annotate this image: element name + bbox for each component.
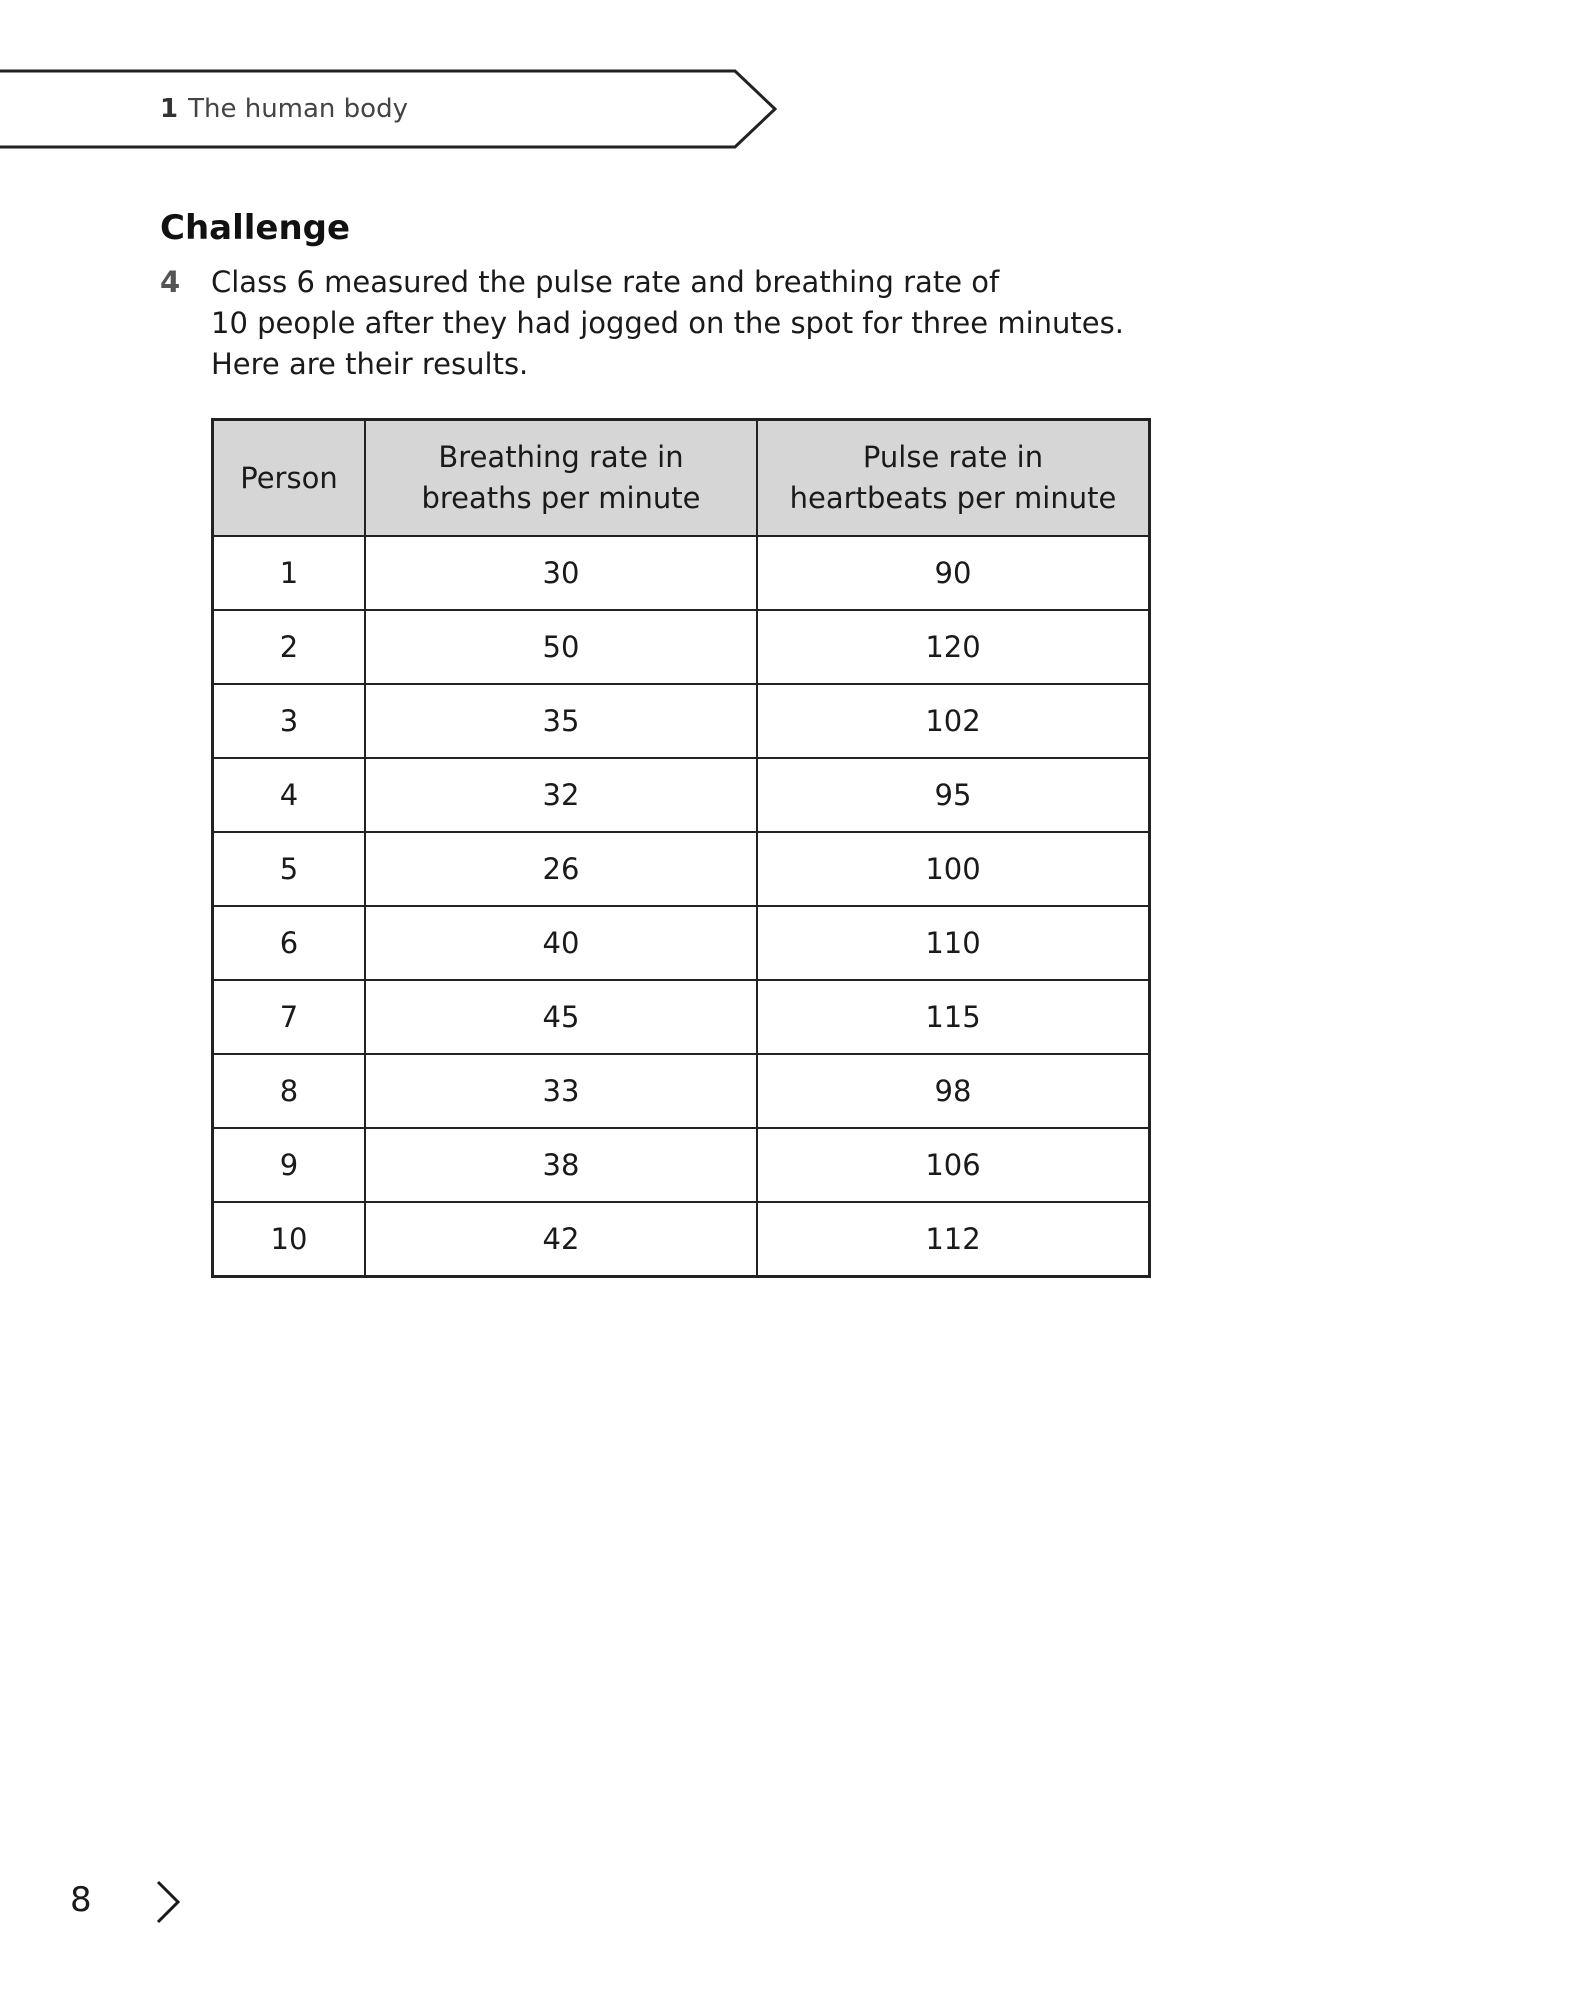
table-row — [213, 536, 1150, 610]
cell-breathing-rate: 50 — [365, 610, 757, 684]
cell-breathing-rate: 32 — [365, 758, 757, 832]
cell-person: 1 — [213, 536, 366, 610]
cell-breathing-rate: 42 — [365, 1202, 757, 1277]
question-line: 10 people after they had jogged on the spot for three minutes. — [211, 306, 1124, 340]
header-pulse-line2: heartbeats per minute — [789, 481, 1117, 515]
cell-breathing-rate: 30 — [365, 536, 757, 610]
cell-pulse-rate: 100 — [757, 832, 1150, 906]
table-row — [213, 906, 1150, 980]
header-pulse-line1: Pulse rate in — [862, 440, 1044, 474]
table-row — [213, 980, 1150, 1054]
section-title: Challenge — [160, 208, 351, 248]
table-row — [213, 832, 1150, 906]
table-row — [213, 1202, 1150, 1277]
cell-person: 7 — [213, 980, 366, 1054]
chevron-right-icon[interactable] — [154, 1878, 184, 1930]
header-breathing-line1: Breathing rate in — [438, 440, 684, 474]
cell-person: 2 — [213, 610, 366, 684]
cell-breathing-rate: 35 — [365, 684, 757, 758]
cell-pulse-rate: 120 — [757, 610, 1150, 684]
cell-person: 8 — [213, 1054, 366, 1128]
header-pulse-rate — [757, 420, 1150, 537]
cell-breathing-rate: 26 — [365, 832, 757, 906]
cell-pulse-rate: 98 — [757, 1054, 1150, 1128]
cell-pulse-rate: 102 — [757, 684, 1150, 758]
question-line: Here are their results. — [211, 347, 529, 381]
table-row — [213, 758, 1150, 832]
cell-pulse-rate: 110 — [757, 906, 1150, 980]
question-text — [211, 262, 1161, 385]
table-header-row — [213, 420, 1150, 537]
chapter-number: 1 — [160, 94, 179, 124]
header-person-label: Person — [240, 460, 338, 495]
cell-person: 3 — [213, 684, 366, 758]
cell-pulse-rate: 95 — [757, 758, 1150, 832]
header-breathing-line2: breaths per minute — [421, 481, 701, 515]
cell-person: 10 — [213, 1202, 366, 1277]
results-table — [211, 418, 1151, 1278]
cell-pulse-rate: 115 — [757, 980, 1150, 1054]
question-line: Class 6 measured the pulse rate and breathing rate of — [211, 265, 1000, 299]
cell-person: 6 — [213, 906, 366, 980]
cell-pulse-rate: 90 — [757, 536, 1150, 610]
chapter-heading — [160, 94, 408, 124]
page-number: 8 — [70, 1880, 92, 1920]
table-row — [213, 1054, 1150, 1128]
cell-breathing-rate: 38 — [365, 1128, 757, 1202]
table-row — [213, 684, 1150, 758]
table-row — [213, 1128, 1150, 1202]
cell-person: 4 — [213, 758, 366, 832]
cell-person: 9 — [213, 1128, 366, 1202]
cell-person: 5 — [213, 832, 366, 906]
cell-pulse-rate: 112 — [757, 1202, 1150, 1277]
cell-pulse-rate: 106 — [757, 1128, 1150, 1202]
table-row — [213, 610, 1150, 684]
cell-breathing-rate: 40 — [365, 906, 757, 980]
header-breathing-rate — [365, 420, 757, 537]
cell-breathing-rate: 33 — [365, 1054, 757, 1128]
chapter-title: The human body — [188, 94, 408, 124]
cell-breathing-rate: 45 — [365, 980, 757, 1054]
header-person — [213, 420, 366, 537]
question-number: 4 — [160, 265, 181, 299]
